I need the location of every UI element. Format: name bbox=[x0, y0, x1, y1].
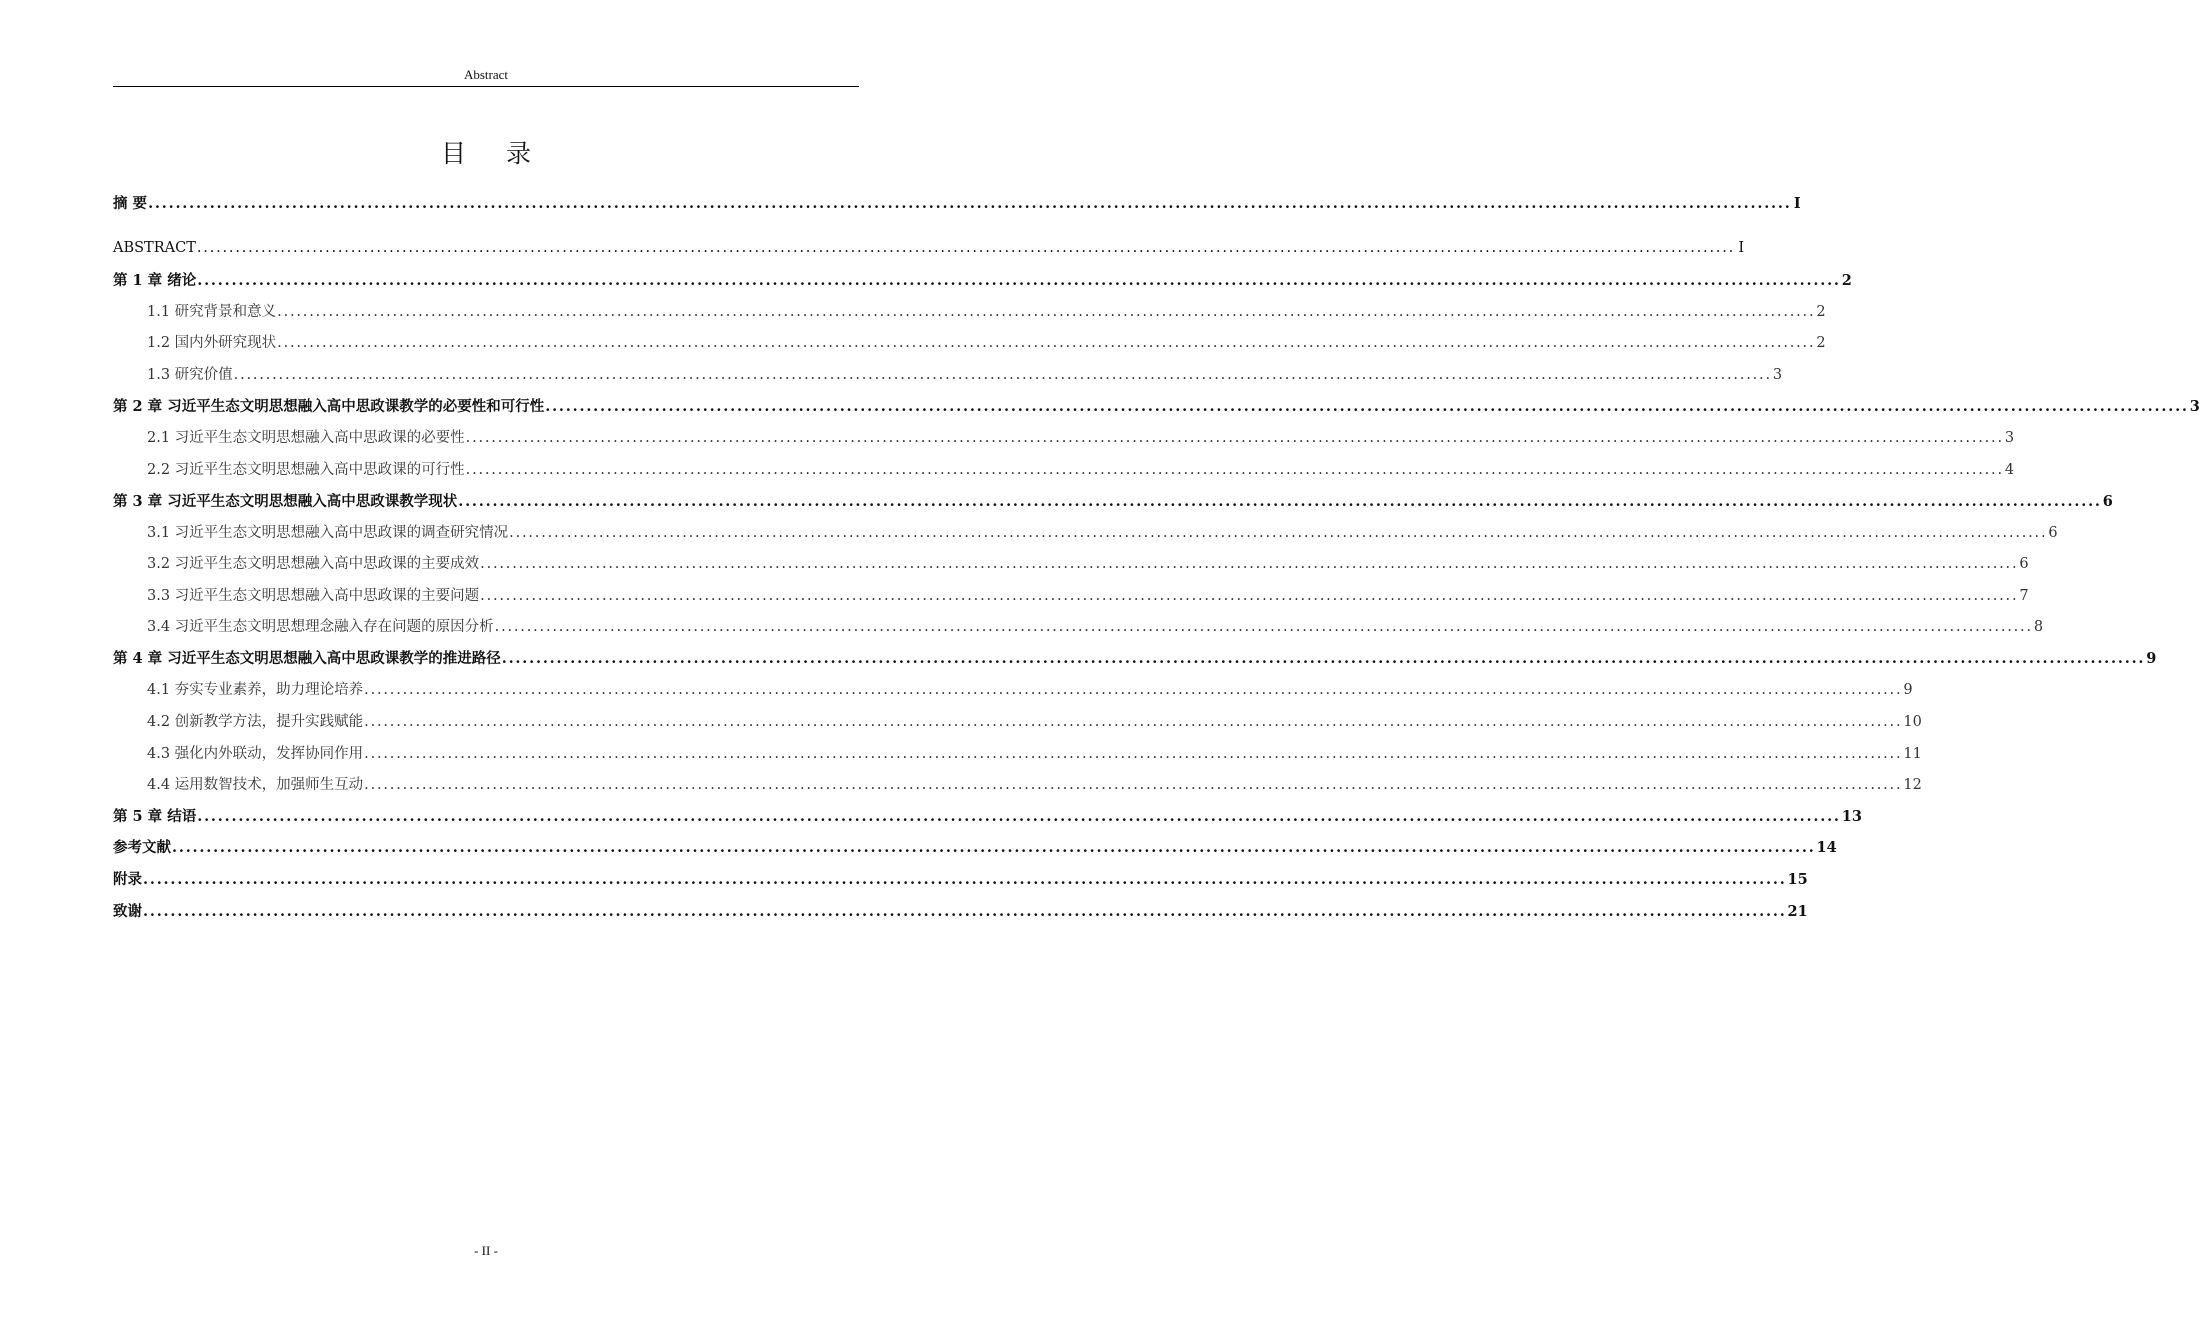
toc-entry[interactable] bbox=[113, 649, 2157, 669]
toc-dot-leader: ................................................................................................................................................................................................................................................ bbox=[465, 462, 2004, 478]
toc-dot-leader: ................................................................................................................................................................................................................................................ bbox=[480, 556, 2019, 572]
toc-subentry[interactable] bbox=[147, 712, 1922, 732]
table-of-contents bbox=[113, 0, 2200, 1344]
toc-subentry[interactable] bbox=[147, 617, 2044, 637]
toc-entry[interactable] bbox=[113, 194, 1801, 214]
toc-dot-leader: ................................................................................................................................................................................................................................................ bbox=[143, 903, 1787, 920]
toc-page-number: 3 bbox=[1772, 367, 1783, 383]
toc-dot-leader: ................................................................................................................................................................................................................................................ bbox=[545, 398, 2189, 415]
toc-entry-label: 3.3 习近平生态文明思想融入高中思政课的主要问题 bbox=[147, 588, 480, 604]
toc-dot-leader: ................................................................................................................................................................................................................................................ bbox=[277, 304, 1816, 320]
page-number: - II - bbox=[474, 1243, 498, 1258]
toc-entry-label: 第 1 章 绪论 bbox=[113, 272, 197, 289]
toc-subentry[interactable] bbox=[147, 460, 2015, 480]
toc-entry-label: 4.1 夯实专业素养，助力理论培养 bbox=[147, 682, 364, 698]
toc-dot-leader: ................................................................................................................................................................................................................................................ bbox=[501, 650, 2146, 667]
toc-entry-label: 致谢 bbox=[113, 903, 142, 920]
toc-entry-label: 参考文献 bbox=[113, 839, 171, 856]
toc-page-number: 2 bbox=[1816, 304, 1826, 320]
toc-entry[interactable] bbox=[113, 838, 1837, 858]
toc-entry-label: 3.2 习近平生态文明思想融入高中思政课的主要成效 bbox=[147, 556, 480, 572]
toc-entry-label: ABSTRACT bbox=[113, 240, 196, 256]
toc-entry[interactable] bbox=[113, 397, 2200, 417]
toc-entry[interactable] bbox=[113, 870, 1808, 890]
toc-page-number: 6 bbox=[2048, 525, 2058, 541]
toc-entry-label: 附录 bbox=[113, 871, 142, 888]
toc-dot-leader: ................................................................................................................................................................................................................................................ bbox=[196, 240, 1736, 256]
toc-dot-leader: ................................................................................................................................................................................................................................................ bbox=[364, 682, 1903, 698]
toc-page-number: 8 bbox=[2033, 619, 2044, 635]
toc-entry-label: 3.4 习近平生态文明思想理念融入存在问题的原因分析 bbox=[147, 619, 494, 635]
toc-entry-label: 4.4 运用数智技术，加强师生互动 bbox=[147, 777, 364, 793]
toc-page-number: 10 bbox=[1903, 714, 1922, 730]
toc-entry-label: 第 4 章 习近平生态文明思想融入高中思政课教学的推进路径 bbox=[113, 650, 501, 667]
toc-dot-leader: ................................................................................................................................................................................................................................................ bbox=[364, 714, 1903, 730]
toc-dot-leader: ................................................................................................................................................................................................................................................ bbox=[143, 871, 1787, 888]
toc-entry-label: 4.2 创新教学方法，提升实践赋能 bbox=[147, 714, 364, 730]
toc-entry-label: 2.2 习近平生态文明思想融入高中思政课的可行性 bbox=[147, 462, 465, 478]
toc-page-number: 11 bbox=[1903, 746, 1922, 762]
toc-dot-leader: ................................................................................................................................................................................................................................................ bbox=[197, 272, 1841, 289]
toc-dot-leader: ................................................................................................................................................................................................................................................ bbox=[494, 619, 2033, 635]
toc-page-number: 7 bbox=[2019, 588, 2029, 604]
toc-subentry[interactable] bbox=[147, 554, 2029, 574]
toc-subentry[interactable] bbox=[147, 302, 1826, 322]
toc-subentry[interactable] bbox=[147, 586, 2029, 606]
toc-page-number: 4 bbox=[2004, 462, 2015, 478]
toc-page-number: 13 bbox=[1841, 808, 1862, 825]
toc-entry-label: 2.1 习近平生态文明思想融入高中思政课的必要性 bbox=[147, 430, 465, 446]
toc-page-number: 12 bbox=[1903, 777, 1922, 793]
toc-dot-leader: ................................................................................................................................................................................................................................................ bbox=[465, 430, 2004, 446]
toc-page-number: 21 bbox=[1787, 903, 1808, 920]
toc-page-number: 2 bbox=[1841, 272, 1852, 289]
toc-dot-leader: ................................................................................................................................................................................................................................................ bbox=[277, 335, 1816, 351]
toc-title: 目 录 bbox=[441, 139, 547, 168]
toc-subentry[interactable] bbox=[147, 333, 1826, 353]
toc-dot-leader: ................................................................................................................................................................................................................................................ bbox=[509, 525, 2048, 541]
toc-subentry[interactable] bbox=[147, 775, 1922, 795]
toc-entry-label: 4.3 强化内外联动，发挥协同作用 bbox=[147, 746, 364, 762]
toc-entry[interactable] bbox=[113, 271, 1852, 291]
toc-dot-leader: ................................................................................................................................................................................................................................................ bbox=[148, 195, 1792, 212]
toc-dot-leader: ................................................................................................................................................................................................................................................ bbox=[197, 808, 1841, 825]
toc-subentry[interactable] bbox=[147, 365, 1783, 385]
toc-subentry[interactable] bbox=[147, 680, 1913, 700]
toc-page-number: 9 bbox=[2146, 650, 2157, 667]
toc-entry-label: 第 5 章 结语 bbox=[113, 808, 197, 825]
toc-page-number: I bbox=[1793, 195, 1801, 212]
toc-entry-label: 摘 要 bbox=[113, 195, 148, 212]
toc-entry-label: 第 2 章 习近平生态文明思想融入高中思政课教学的必要性和可行性 bbox=[113, 398, 545, 415]
toc-dot-leader: ................................................................................................................................................................................................................................................ bbox=[364, 746, 1903, 762]
toc-dot-leader: ................................................................................................................................................................................................................................................ bbox=[233, 367, 1772, 383]
toc-entry[interactable] bbox=[113, 807, 1862, 827]
toc-entry-label: 第 3 章 习近平生态文明思想融入高中思政课教学现状 bbox=[113, 493, 458, 510]
toc-subentry[interactable] bbox=[147, 428, 2015, 448]
toc-dot-leader: ................................................................................................................................................................................................................................................ bbox=[480, 588, 2019, 604]
toc-page-number: 3 bbox=[2004, 430, 2015, 446]
toc-page-number: 15 bbox=[1787, 871, 1808, 888]
toc-dot-leader: ................................................................................................................................................................................................................................................ bbox=[458, 493, 2102, 510]
toc-page-number: 2 bbox=[1816, 335, 1826, 351]
toc-dot-leader: ................................................................................................................................................................................................................................................ bbox=[364, 777, 1903, 793]
toc-page-number: 6 bbox=[2019, 556, 2029, 572]
toc-entry[interactable] bbox=[113, 902, 1808, 922]
toc-page-number: 14 bbox=[1816, 839, 1837, 856]
toc-page-number: 9 bbox=[1903, 682, 1913, 698]
toc-entry-label: 1.2 国内外研究现状 bbox=[147, 335, 277, 351]
toc-entry[interactable] bbox=[113, 492, 2113, 512]
toc-subentry[interactable] bbox=[147, 523, 2058, 543]
toc-dot-leader: ................................................................................................................................................................................................................................................ bbox=[172, 839, 1816, 856]
toc-page-number: 3 bbox=[2189, 398, 2200, 415]
toc-page-number: 6 bbox=[2102, 493, 2113, 510]
toc-entry-label: 1.3 研究价值 bbox=[147, 367, 233, 383]
toc-entry-label: 1.1 研究背景和意义 bbox=[147, 304, 277, 320]
toc-entry-label: 3.1 习近平生态文明思想融入高中思政课的调查研究情况 bbox=[147, 525, 509, 541]
toc-subentry[interactable] bbox=[147, 744, 1922, 764]
running-header: Abstract bbox=[463, 67, 509, 82]
toc-page-number: I bbox=[1738, 240, 1745, 256]
toc-entry[interactable] bbox=[113, 238, 1745, 258]
